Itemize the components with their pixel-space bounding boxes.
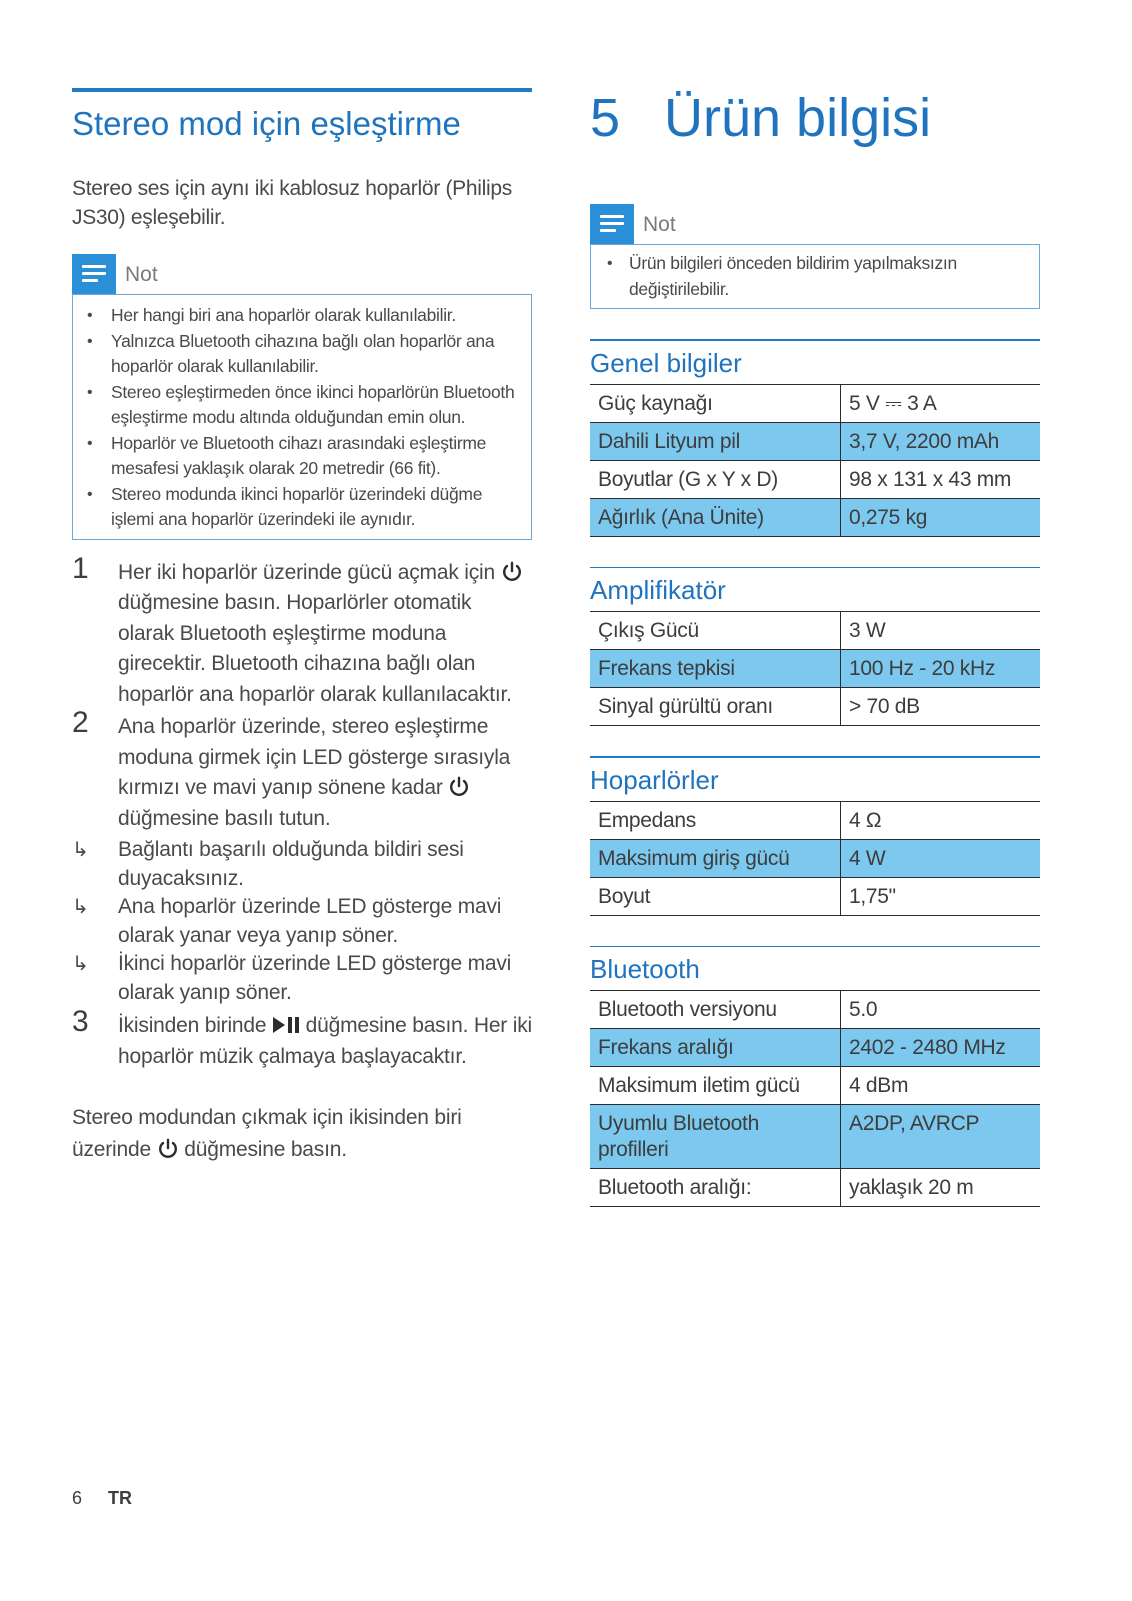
spec-sections: [590, 339, 1040, 1207]
section-title: Stereo mod için eşleştirme: [72, 105, 461, 142]
spec-row: [590, 384, 1040, 422]
chapter-number: 5: [590, 88, 621, 148]
spec-key: Çıkış Gücü: [590, 612, 841, 650]
spec-section: [590, 567, 1040, 727]
spec-row: [590, 688, 1040, 726]
power-icon: [501, 561, 523, 583]
language-code: TR: [108, 1488, 133, 1508]
spec-rule: [590, 339, 1040, 341]
spec-section: [590, 339, 1040, 537]
intro-paragraph: Stereo ses için aynı iki kablosuz hoparlör (Philips JS30) eşleşebilir.: [72, 177, 512, 229]
spec-value: yaklaşık 20 m: [841, 1169, 1041, 1207]
power-icon: [157, 1138, 179, 1160]
spec-value: 3,7 V, 2200 mAh: [841, 422, 1041, 460]
spec-value: 0,275 kg: [841, 498, 1041, 536]
spec-row: [590, 422, 1040, 460]
spec-key: Boyut: [590, 877, 841, 915]
step-text: Her iki hoparlör üzerinde gücü açmak için: [118, 560, 495, 584]
spec-key: Uyumlu Bluetooth profilleri: [590, 1105, 841, 1169]
spec-table: [590, 611, 1040, 726]
note-box: [72, 294, 532, 540]
spec-key: Frekans tepkisi: [590, 650, 841, 688]
step-3: [72, 1005, 532, 1072]
step-text: düğmesine basılı tutun.: [118, 806, 331, 830]
spec-row: [590, 460, 1040, 498]
spec-row: [590, 801, 1040, 839]
spec-key: Bluetooth versiyonu: [590, 991, 841, 1029]
spec-value: 100 Hz - 20 kHz: [841, 650, 1041, 688]
spec-value: 3 W: [841, 612, 1041, 650]
spec-value: > 70 dB: [841, 688, 1041, 726]
page-footer: [72, 1488, 132, 1509]
left-column: [72, 88, 532, 1166]
steps-list: [72, 551, 532, 1073]
spec-row: [590, 1067, 1040, 1105]
spec-section-title: Genel bilgiler: [590, 347, 742, 378]
note-icon: [590, 204, 634, 244]
power-icon: [448, 776, 470, 798]
right-column: [590, 88, 1040, 1207]
spec-key: Maksimum iletim gücü: [590, 1067, 841, 1105]
spec-key: Dahili Lityum pil: [590, 422, 841, 460]
spec-section: [590, 946, 1040, 1208]
note-item: • Stereo eşleştirmeden önce ikinci hoparlörün Bluetooth eşleştirme modu altında olduğundan emin olun.: [83, 380, 523, 431]
spec-rule: [590, 567, 1040, 569]
result-arrow-icon: ↳: [72, 953, 89, 975]
note-item: • Ürün bilgileri önceden bildirim yapılmaksızın değiştirilebilir.: [599, 251, 1031, 302]
spec-row: [590, 498, 1040, 536]
spec-value: 2402 - 2480 MHz: [841, 1029, 1041, 1067]
spec-section-title: Bluetooth: [590, 954, 700, 984]
spec-rule: [590, 756, 1040, 758]
spec-value: 98 x 131 x 43 mm: [841, 460, 1041, 498]
spec-value: A2DP, AVRCP: [841, 1105, 1041, 1169]
note-header: [72, 254, 532, 294]
spec-value: 5.0: [841, 991, 1041, 1029]
spec-row: [590, 650, 1040, 688]
step-text: düğmesine basın. Her iki hoparlör müzik çalmaya başlayacaktır.: [118, 1014, 532, 1068]
spec-key: Ağırlık (Ana Ünite): [590, 498, 841, 536]
play-pause-icon: [272, 1016, 300, 1034]
step-text: düğmesine basın. Hoparlörler otomatik olarak Bluetooth eşleştirme moduna girecektir. Bluetooth cihazına bağlı olan hoparlör ana hoparlör olarak kullanılacaktır.: [118, 591, 512, 706]
note-label: Not: [125, 263, 158, 286]
exit-paragraph: Stereo modundan çıkmak için ikisinden biri üzerinde düğmesine basın.: [72, 1106, 462, 1161]
spec-table: [590, 384, 1040, 537]
spec-rule: [590, 946, 1040, 948]
spec-section: [590, 756, 1040, 916]
spec-key: Maksimum giriş gücü: [590, 839, 841, 877]
spec-key: Boyutlar (G x Y x D): [590, 460, 841, 498]
chapter-heading: [590, 88, 1040, 148]
spec-value: 4 Ω: [841, 801, 1041, 839]
spec-key: Bluetooth aralığı:: [590, 1169, 841, 1207]
spec-value: 5 V ⎓ 3 A: [841, 384, 1041, 422]
spec-key: Güç kaynağı: [590, 384, 841, 422]
step-2: [72, 706, 532, 834]
note-item: • Hoparlör ve Bluetooth cihazı arasındaki eşleştirme mesafesi yaklaşık olarak 20 metredir (66 fit).: [83, 431, 523, 482]
result-item: ↳ İkinci hoparlör üzerinde LED gösterge mavi olarak yanıp söner.: [72, 952, 512, 1004]
spec-key: Sinyal gürültü oranı: [590, 688, 841, 726]
spec-key: Empedans: [590, 801, 841, 839]
spec-key: Frekans aralığı: [590, 1029, 841, 1067]
result-arrow-icon: ↳: [72, 839, 89, 861]
step-number: 1: [72, 551, 89, 585]
step-1: [72, 551, 532, 711]
note-header: [590, 204, 1040, 244]
spec-value: 4 W: [841, 839, 1041, 877]
note-icon: [72, 254, 116, 294]
section-rule: [72, 88, 532, 92]
note-item: • Her hangi biri ana hoparlör olarak kullanılabilir.: [83, 303, 523, 329]
spec-row: [590, 1105, 1040, 1169]
spec-row: [590, 612, 1040, 650]
spec-row: [590, 1169, 1040, 1207]
spec-section-title: Hoparlörler: [590, 764, 719, 795]
page-number: 6: [72, 1488, 83, 1508]
note-item: • Yalnızca Bluetooth cihazına bağlı olan hoparlör ana hoparlör olarak kullanılabilir.: [83, 329, 523, 380]
note-box: [590, 244, 1040, 309]
step-number: 2: [72, 706, 89, 739]
spec-row: [590, 1029, 1040, 1067]
step-text: Ana hoparlör üzerinde, stereo eşleştirme moduna girmek için LED gösterge sırasıyla kırmızı ve mavi yanıp sönene kadar: [118, 715, 511, 799]
spec-table: [590, 801, 1040, 916]
chapter-title: Ürün bilgisi: [664, 88, 932, 148]
spec-section-title: Amplifikatör: [590, 575, 726, 605]
spec-row: [590, 839, 1040, 877]
result-item: ↳ Bağlantı başarılı olduğunda bildiri sesi duyacaksınız.: [72, 838, 464, 890]
result-item: ↳ Ana hoparlör üzerinde LED gösterge mavi olarak yanar veya yanıp söner.: [72, 895, 502, 947]
step-number: 3: [72, 1005, 89, 1038]
spec-row: [590, 877, 1040, 915]
spec-value: 1,75": [841, 877, 1041, 915]
note-item: • Stereo modunda ikinci hoparlör üzerindeki düğme işlemi ana hoparlör üzerindeki ile aynıdır.: [83, 482, 523, 533]
result-arrow-icon: ↳: [72, 896, 89, 918]
spec-table: [590, 990, 1040, 1207]
spec-value: 4 dBm: [841, 1067, 1041, 1105]
step-text: İkisinden birinde: [118, 1014, 267, 1037]
note-label: Not: [643, 213, 676, 236]
spec-row: [590, 991, 1040, 1029]
